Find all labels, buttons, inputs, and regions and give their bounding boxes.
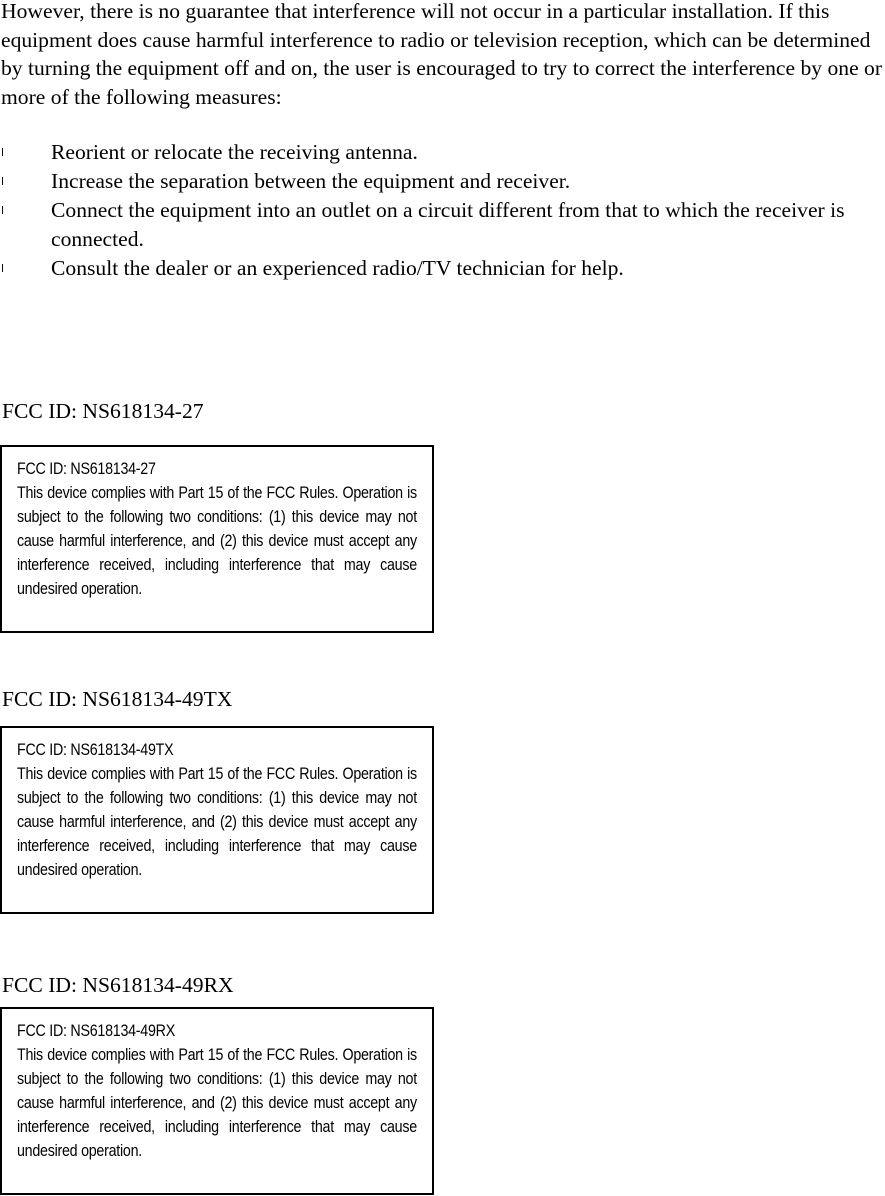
fcc-label-id: FCC ID: NS618134-27 — [17, 459, 156, 478]
fcc-label-box — [0, 1007, 434, 1195]
fcc-id-heading: FCC ID: NS618134-49TX — [2, 687, 233, 711]
fcc-id-heading: FCC ID: NS618134-27 — [2, 399, 204, 423]
measure-text: Connect the equipment into an outlet on a circuit different from that to which the receiver is connected. — [51, 198, 845, 251]
measures-list — [0, 138, 885, 283]
fcc-label-statement: This device complies with Part 15 of the FCC Rules. Operation is subject to the following two conditions: (1) this device may not cause harmful interference, and (2) this device must accept any interference received, including interference that may cause undesired operation. — [17, 1045, 417, 1160]
measure-text: Increase the separation between the equipment and receiver. — [51, 169, 571, 193]
list-item — [0, 167, 885, 196]
list-item — [0, 138, 885, 167]
bullet-icon: l — [1, 262, 5, 275]
fcc-label-id: FCC ID: NS618134-49TX — [17, 740, 174, 759]
fcc-label-id: FCC ID: NS618134-49RX — [17, 1021, 175, 1040]
bullet-icon: l — [1, 146, 5, 159]
bullet-icon: l — [1, 175, 5, 188]
list-item — [0, 196, 885, 254]
measure-text: Reorient or relocate the receiving antenna. — [51, 140, 418, 164]
fcc-label-box — [0, 445, 434, 633]
fcc-label-statement: This device complies with Part 15 of the FCC Rules. Operation is subject to the following two conditions: (1) this device may not cause harmful interference, and (2) this device must accept any interference received, including interference that may cause undesired operation. — [17, 764, 417, 879]
fcc-label-box — [0, 726, 434, 914]
fcc-id-heading: FCC ID: NS618134-49RX — [2, 973, 234, 997]
intro-paragraph: However, there is no guarantee that interference will not occur in a particular installation. If this equipment does cause harmful interference to radio or television reception, which can be determined by turning the equipment off and on, the user is encouraged to try to correct the interference by one or more of the following measures: — [1, 0, 883, 109]
bullet-icon: l — [1, 204, 5, 217]
measure-text: Consult the dealer or an experienced radio/TV technician for help. — [51, 256, 624, 280]
list-item — [0, 254, 885, 283]
fcc-label-statement: This device complies with Part 15 of the FCC Rules. Operation is subject to the following two conditions: (1) this device may not cause harmful interference, and (2) this device must accept any interference received, including interference that may cause undesired operation. — [17, 483, 417, 598]
